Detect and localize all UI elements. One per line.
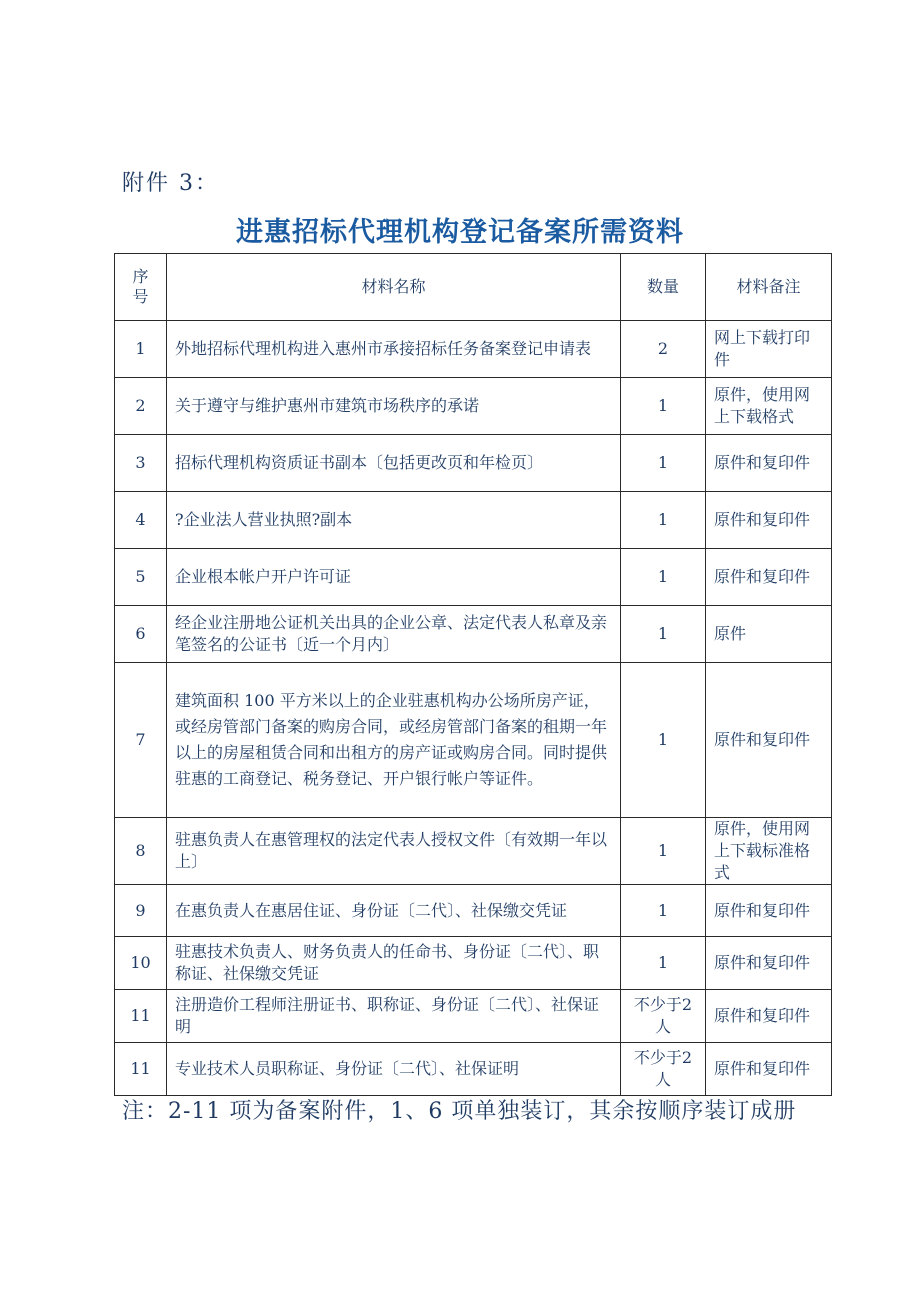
- materials-table: [114, 253, 832, 1096]
- row-name: 专业技术人员职称证、身份证〔二代〕、社保证明: [167, 1043, 621, 1096]
- table-row: [115, 492, 832, 549]
- row-note: 原件和复印件: [706, 990, 832, 1043]
- page-title: 进惠招标代理机构登记备案所需资料: [236, 217, 684, 248]
- row-name: 企业根本帐户开户许可证: [167, 549, 621, 606]
- row-no: 1: [115, 321, 167, 378]
- row-note: 原件和复印件: [706, 549, 832, 606]
- row-note: 原件，使用网上下载标准格式: [706, 818, 832, 885]
- table-row: [115, 885, 832, 937]
- row-name: 关于遵守与维护惠州市建筑市场秩序的承诺: [167, 378, 621, 435]
- row-name: 驻惠技术负责人、财务负责人的任命书、身份证〔二代〕、职称证、社保缴交凭证: [167, 937, 621, 990]
- row-note: 原件和复印件: [706, 663, 832, 818]
- row-note: 原件和复印件: [706, 435, 832, 492]
- footnote: 注：2-11 项为备案附件，1、6 项单独装订，其余按顺序装订成册: [122, 1099, 797, 1124]
- row-qty: 1: [621, 663, 706, 818]
- row-qty: 不少于2人: [621, 990, 706, 1043]
- row-qty: 不少于2人: [621, 1043, 706, 1096]
- row-name: 经企业注册地公证机关出具的企业公章、法定代表人私章及亲笔签名的公证书〔近一个月内〕: [167, 606, 621, 663]
- attachment-label: 附件 3：: [122, 171, 219, 196]
- row-name: 建筑面积 100 平方米以上的企业驻惠机构办公场所房产证，或经房管部门备案的购房合同，或经房管部门备案的租期一年以上的房屋租赁合同和出租方的房产证或购房合同。同时提供驻惠的工商登记、税务登记、开户银行帐户等证件。: [167, 663, 621, 818]
- row-note: 原件，使用网上下载格式: [706, 378, 832, 435]
- row-note: 原件和复印件: [706, 885, 832, 937]
- row-no: 9: [115, 885, 167, 937]
- row-qty: 1: [621, 818, 706, 885]
- table-header-row: [115, 254, 832, 321]
- row-name: 在惠负责人在惠居住证、身份证〔二代〕、社保缴交凭证: [167, 885, 621, 937]
- row-note: 原件和复印件: [706, 1043, 832, 1096]
- table-row: [115, 1043, 832, 1096]
- header-qty: 数量: [621, 254, 706, 321]
- row-no: 11: [115, 990, 167, 1043]
- header-note: 材料备注: [706, 254, 832, 321]
- table-row: [115, 606, 832, 663]
- row-note: 原件和复印件: [706, 492, 832, 549]
- row-note: 原件: [706, 606, 832, 663]
- table-row: [115, 990, 832, 1043]
- row-name: 驻惠负责人在惠管理权的法定代表人授权文件〔有效期一年以上〕: [167, 818, 621, 885]
- row-no: 3: [115, 435, 167, 492]
- table-row: [115, 663, 832, 818]
- table-row: [115, 818, 832, 885]
- row-no: 8: [115, 818, 167, 885]
- row-no: 5: [115, 549, 167, 606]
- row-qty: 1: [621, 435, 706, 492]
- table-row: [115, 435, 832, 492]
- row-name: 招标代理机构资质证书副本〔包括更改页和年检页〕: [167, 435, 621, 492]
- table-row: [115, 549, 832, 606]
- row-qty: 2: [621, 321, 706, 378]
- row-qty: 1: [621, 937, 706, 990]
- row-qty: 1: [621, 606, 706, 663]
- row-qty: 1: [621, 885, 706, 937]
- row-no: 10: [115, 937, 167, 990]
- row-note: 原件和复印件: [706, 937, 832, 990]
- header-name: 材料名称: [167, 254, 621, 321]
- table-row: [115, 321, 832, 378]
- row-no: 2: [115, 378, 167, 435]
- row-no: 4: [115, 492, 167, 549]
- row-name: ?企业法人营业执照?副本: [167, 492, 621, 549]
- row-no: 6: [115, 606, 167, 663]
- table-row: [115, 937, 832, 990]
- row-qty: 1: [621, 549, 706, 606]
- row-qty: 1: [621, 378, 706, 435]
- row-note: 网上下载打印件: [706, 321, 832, 378]
- row-no: 11: [115, 1043, 167, 1096]
- row-qty: 1: [621, 492, 706, 549]
- row-name: 注册造价工程师注册证书、职称证、身份证〔二代〕、社保证明: [167, 990, 621, 1043]
- table-row: [115, 378, 832, 435]
- row-no: 7: [115, 663, 167, 818]
- header-no: 序 号: [115, 254, 167, 321]
- row-name: 外地招标代理机构进入惠州市承接招标任务备案登记申请表: [167, 321, 621, 378]
